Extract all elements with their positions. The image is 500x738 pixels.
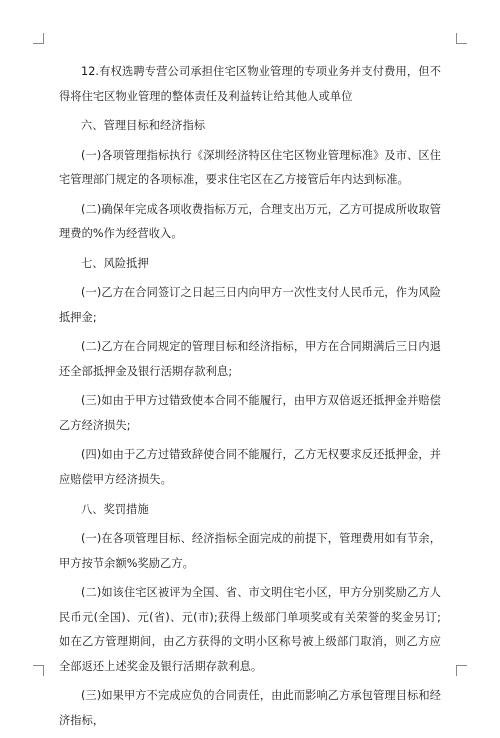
- paragraph-management-indicators: (一)各项管理指标执行《深圳经济特区住宅区物业管理标准》及市、区住宅管理部门规定的各项标准，要求住宅区在乙方接管后年内达到标准。: [59, 148, 441, 187]
- section-heading-management-targets: 六、管理目标和经济指标: [81, 119, 206, 133]
- paragraph-party-a-noncompliance: (三)如果甲方不完成应负的合同责任，由此而影响乙方承包管理目标和经济指标，: [59, 689, 441, 727]
- section-heading-risk-deposit: 七、风险抵押: [81, 256, 149, 270]
- crop-mark-top-left: [33, 33, 44, 44]
- paragraph-party-a-fault: (三)如由于甲方过错致使本合同不能履行，由甲方双倍返还抵押金并赔偿乙方经济损失;: [59, 394, 441, 432]
- paragraph-surplus-reward: (一)在各项管理目标、经济指标全面完成的前提下，管理费用如有节余，甲方按节余额%奖励乙方。: [59, 532, 441, 570]
- section-heading-rewards-penalties: 八、奖罚措施: [81, 502, 149, 516]
- paragraph-party-b-fault: (四)如由于乙方过错致辞使合同不能履行，乙方无权要求反还抵押金，并应赔偿甲方经济损失。: [59, 448, 441, 487]
- crop-mark-bottom-right: [456, 665, 467, 676]
- paragraph-deposit-payment: (一)乙方在合同签订之日起三日内向甲方一次性支付人民币元，作为风险抵押金;: [59, 286, 441, 324]
- crop-mark-top-right: [456, 33, 467, 44]
- paragraph-clause-12: 12.有权选聘专营公司承担住宅区物业管理的专项业务并支付费用，但不得将住宅区物业管理的整体责任及利益转让给其他人或单位: [59, 65, 441, 103]
- document-body: [59, 60, 441, 738]
- paragraph-deposit-return: (二)乙方在合同规定的管理目标和经济指标，甲方在合同期满后三日内退还全部抵押金及银行活期存款利息;: [59, 340, 441, 378]
- paragraph-fee-targets: (二)确保年完成各项收费指标万元，合理支出万元，乙方可提成所收取管理费的%作为经营收入。: [59, 202, 441, 241]
- crop-mark-bottom-left: [33, 665, 44, 676]
- paragraph-civilized-community-reward: (二)如该住宅区被评为全国、省、市文明住宅小区，甲方分别奖励乙方人民币元(全国)、元(省)、元(市);获得上级部门单项奖或有关荣誉的奖金另订;如在乙方管理期间，由乙方获得的文明小区称号被上级部门取消，则乙方应全部返还上述奖金及银行活期存款利息。: [59, 586, 441, 673]
